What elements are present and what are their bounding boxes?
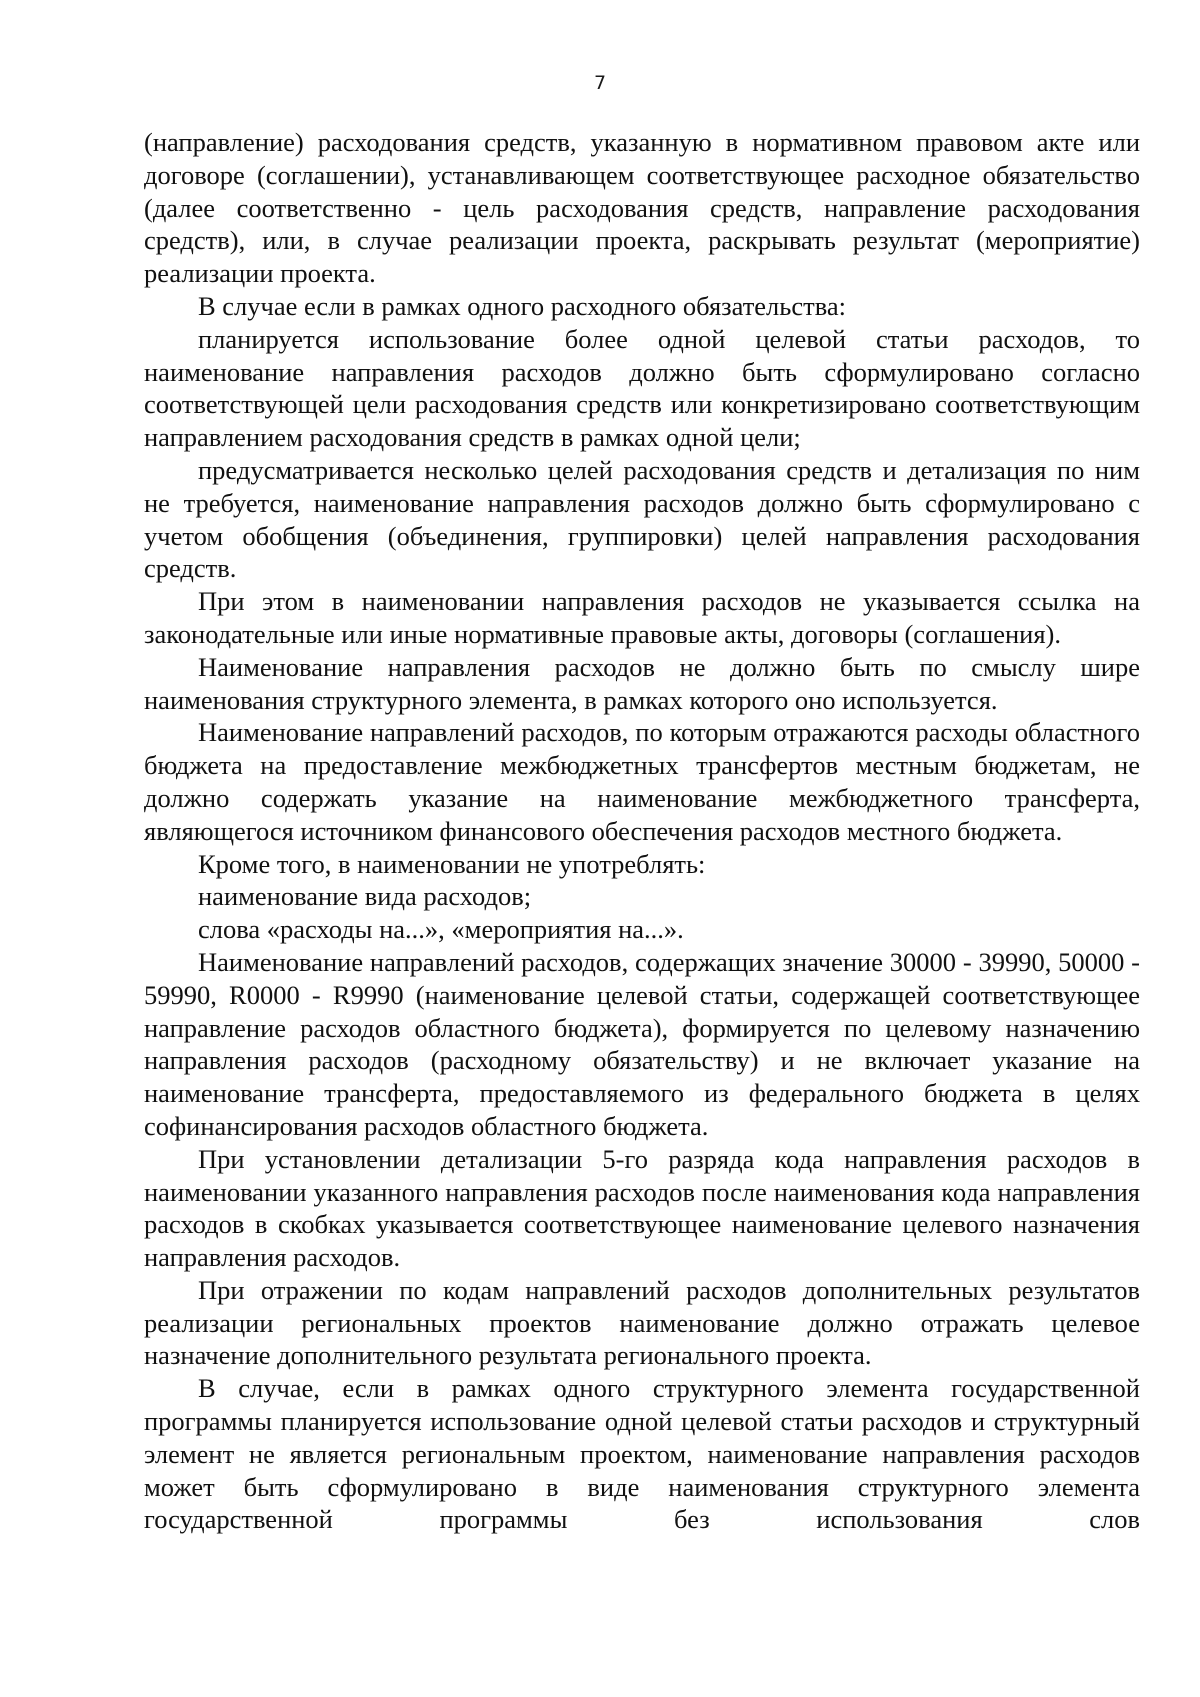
paragraph-list-item-one-target: планируется использование более одной целевой статьи расходов, то наименование направления расходов должно быть сформулировано согласно соответствующей цели расходования средств или конкретизировано соответствующим направлением расходования средств в рамках одной цели; bbox=[144, 323, 1140, 453]
document-body bbox=[144, 126, 1140, 1536]
paragraph-structural-element: В случае, если в рамках одного структурного элемента государственной программы планируется использование одной целевой статьи расходов и структурный элемент не является региональным проектом, наименование направления расходов может быть сформулировано в виде наименования структурного элемента государственной программы без использования слов bbox=[144, 1373, 1140, 1535]
paragraph-do-not-use-item-2: слова «расходы на...», «мероприятия на...». bbox=[198, 914, 684, 945]
paragraph-no-legal-reference: При этом в наименовании направления расходов не указывается ссылка на законодательные или иные нормативные правовые акты, договоры (соглашения). bbox=[144, 586, 1140, 649]
paragraph-additional-results: При отражении по кодам направлений расходов дополнительных результатов реализации региональных проектов наименование должно отражать целевое назначение дополнительного результата регионального проекта. bbox=[144, 1274, 1140, 1371]
paragraph-list-item-several-goals: предусматривается несколько целей расходования средств и детализация по ним не требуется, наименование направления расходов должно быть сформулировано с учетом обобщения (объединения, группировки) целей направления расходования средств. bbox=[144, 454, 1140, 584]
paragraph-continuation: (направление) расходования средств, указанную в нормативном правовом акте или договоре (соглашении), устанавливающем соответствующее расходное обязательство (далее соответственно - цель расходования средств, направление расходования средств), или, в случае реализации проекта, раскрывать результат (мероприятие) реализации проекта. bbox=[144, 127, 1140, 289]
paragraph-code-ranges: Наименование направлений расходов, содержащих значение 30000 - 39990, 50000 - 59990, R0000 - R9990 (наименование целевой статьи, содержащей соответствующее направление расходов областного бюджета), формируется по целевому назначению направления расходов (расходному обязательству) и не включает указание на наименование трансферта, предоставляемого из федерального бюджета в целях софинансирования расходов областного бюджета. bbox=[144, 946, 1140, 1141]
paragraph-interbudget-transfers: Наименование направлений расходов, по которым отражаются расходы областного бюджета на предоставление межбюджетных трансфертов местным бюджетам, не должно содержать указание на наименование межбюджетного трансферта, являющегося источником финансового обеспечения расходов местного бюджета. bbox=[144, 717, 1140, 846]
paragraph-case-intro: В случае если в рамках одного расходного обязательства: bbox=[198, 290, 846, 321]
paragraph-fifth-digit-detail: При установлении детализации 5-го разряда кода направления расходов в наименовании указанного направления расходов после наименования кода направления расходов в скобках указывается соответствующее наименование целевого назначения направления расходов. bbox=[144, 1143, 1140, 1273]
paragraph-do-not-use-intro: Кроме того, в наименовании не употреблять: bbox=[198, 848, 706, 879]
paragraph-do-not-use-item-1: наименование вида расходов; bbox=[198, 881, 532, 912]
paragraph-not-wider-than-element: Наименование направления расходов не должно быть по смыслу шире наименования структурного элемента, в рамках которого оно используется. bbox=[144, 651, 1140, 715]
page-number: 7 bbox=[593, 72, 607, 94]
